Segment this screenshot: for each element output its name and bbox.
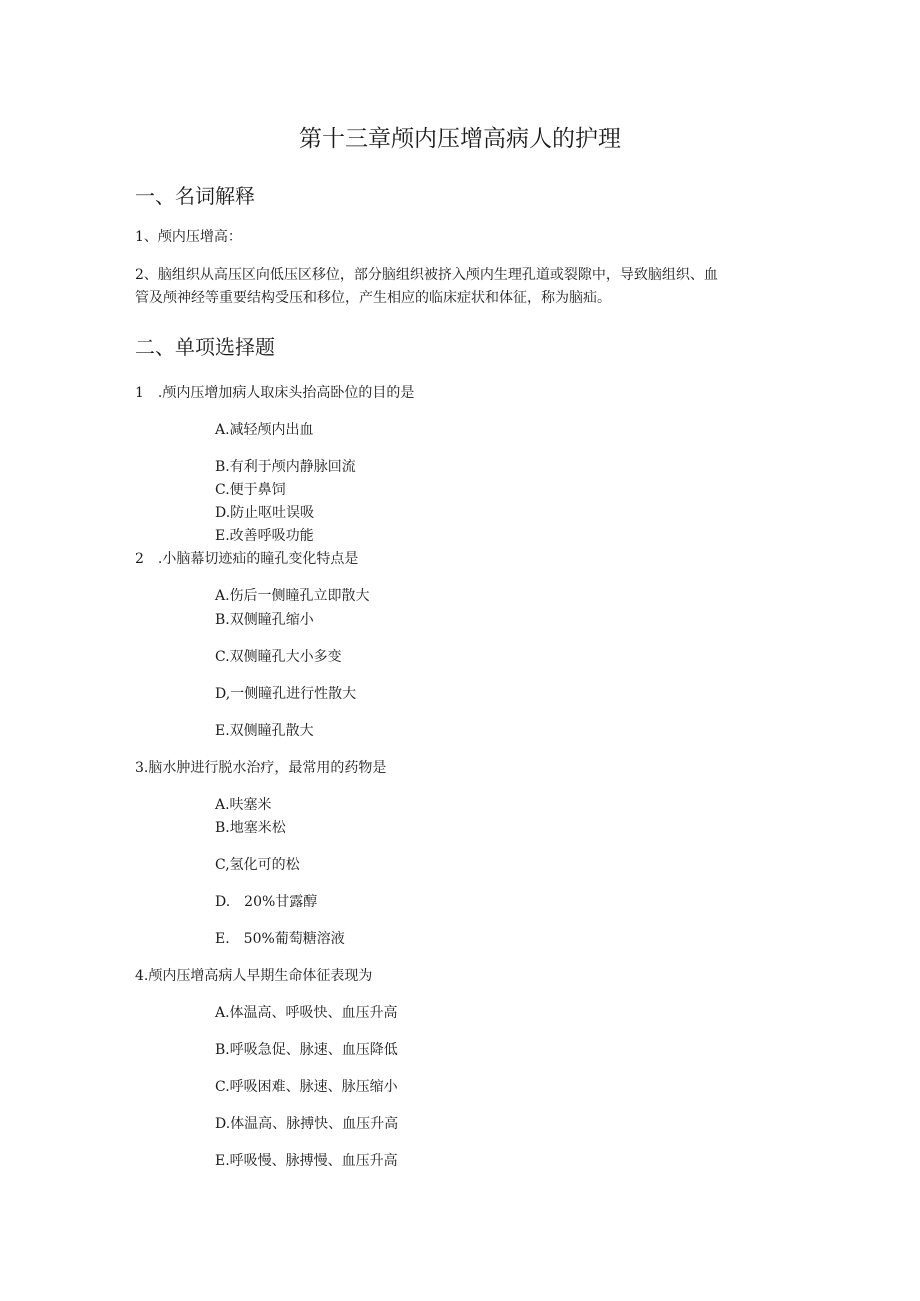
option-e: E. 50%葡萄糖溶液 [215, 931, 345, 947]
option-b: B.双侧瞳孔缩小 [215, 612, 314, 628]
option-c: C.便于鼻饲 [215, 482, 286, 498]
section-heading-single-choice: 二、单项选择题 [135, 335, 275, 359]
option-c: C,氢化可的松 [215, 857, 300, 873]
section-heading-definitions: 一、名词解释 [135, 184, 255, 208]
question-stem: 2 .小脑幕切迹疝的瞳孔变化特点是 [135, 551, 359, 567]
option-d: D,一侧瞳孔进行性散大 [215, 686, 357, 702]
option-c: C.双侧瞳孔大小多变 [215, 649, 342, 665]
question-stem: 3.脑水肿进行脱水治疗，最常用的药物是 [135, 760, 387, 776]
option-b: B.有利于颅内静脉回流 [215, 459, 356, 475]
question-stem: 1 .颅内压增加病人取床头抬高卧位的目的是 [135, 385, 415, 401]
definition-item-2-line-2: 管及颅神经等重要结构受压和移位，产生相应的临床症状和体征，称为脑疝。 [135, 290, 611, 306]
option-e: E.呼吸慢、脉搏慢、血压升高 [215, 1153, 398, 1169]
option-c: C.呼吸困难、脉速、脉压缩小 [215, 1079, 398, 1095]
option-a: A.伤后一侧瞳孔立即散大 [215, 588, 370, 604]
option-d: D.防止呕吐误吸 [215, 505, 315, 521]
question-stem: 4.颅内压增高病人早期生命体征表现为 [135, 968, 373, 984]
option-d: D. 20%甘露醇 [215, 894, 318, 910]
option-d: D.体温高、脉搏快、血压升高 [215, 1116, 399, 1132]
option-a: A.体温高、呼吸快、血压升高 [215, 1005, 398, 1021]
option-a: A.减轻颅内出血 [215, 422, 314, 438]
option-a: A.呋塞米 [215, 797, 272, 813]
option-b: B.呼吸急促、脉速、血压降低 [215, 1042, 398, 1058]
definition-item-2-line-1: 2、脑组织从高压区向低压区移位，部分脑组织被挤入颅内生理孔道或裂隙中，导致脑组织、血 [135, 267, 718, 283]
option-e: E.改善呼吸功能 [215, 528, 314, 544]
option-e: E.双侧瞳孔散大 [215, 723, 314, 739]
page-title: 第十三章颅内压增高病人的护理 [299, 126, 621, 152]
option-b: B.地塞米松 [215, 820, 286, 836]
definition-item-1: 1、颅内压增高： [135, 229, 242, 245]
